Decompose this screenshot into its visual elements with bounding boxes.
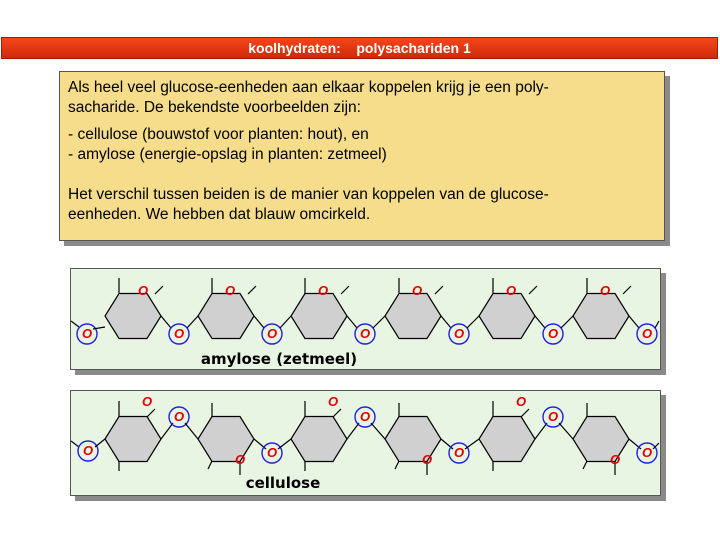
oxygen-atom: O (609, 452, 621, 467)
oxygen-atom: O (141, 394, 153, 409)
oxygen-atom: O (453, 445, 465, 460)
hydroxyl-bond (333, 409, 341, 417)
glucose-ring (291, 294, 347, 339)
oxygen-atom: O (266, 445, 278, 460)
glycosidic-bond (559, 423, 573, 439)
oxygen-atom: O (599, 283, 611, 298)
intro-line-2: sacharide. De bekendste voorbeelden zijn: (68, 99, 361, 116)
oxygen-atom: O (224, 283, 236, 298)
oxygen-atom: O (81, 326, 93, 341)
glycosidic-bond (441, 316, 451, 328)
glycosidic-bond (467, 316, 479, 328)
intro-line-3: Het verschil tussen beiden is de manier van koppelen van de glucose- (68, 186, 549, 203)
glycosidic-bond (95, 439, 105, 447)
glycosidic-bond (561, 316, 573, 328)
oxygen-atom: O (547, 326, 559, 341)
oxygen-atom: O (641, 326, 653, 341)
glucose-ring (198, 417, 254, 462)
glucose-ring (385, 417, 441, 462)
glycosidic-bond (278, 439, 291, 449)
amylose-label: amylose (zetmeel) (200, 350, 358, 368)
cellulose-panel (70, 390, 661, 496)
glycosidic-bond (347, 316, 357, 328)
hydroxyl-bond (147, 409, 155, 417)
oxygen-atom: O (173, 326, 185, 341)
intro-item-cellulose: - cellulose (bouwstof voor planten: hout), en (68, 126, 369, 143)
oxygen-atom: O (505, 283, 517, 298)
oxygen-atom: O (641, 445, 653, 460)
glycosidic-bond (161, 423, 173, 439)
hydroxyl-bond (521, 409, 529, 417)
glucose-ring (291, 417, 347, 462)
glycosidic-bond (373, 316, 385, 328)
glycosidic-bond (655, 321, 659, 328)
oxygen-atom: O (515, 394, 527, 409)
oxygen-atom: O (82, 443, 94, 458)
oxygen-atom: O (234, 452, 246, 467)
glycosidic-bond (535, 423, 547, 439)
glycosidic-bond (629, 316, 639, 328)
cellulose-label: cellulose (245, 474, 321, 492)
oxygen-atom: O (453, 326, 465, 341)
hydroxyl-bond (155, 286, 163, 294)
hydroxyl-bond (341, 286, 349, 294)
intro-textbox (59, 71, 665, 241)
glycosidic-bond (161, 316, 171, 328)
glycosidic-bond (347, 423, 359, 439)
hydroxyl-bond (529, 286, 537, 294)
glycosidic-bond (371, 423, 385, 439)
amylose-panel (70, 268, 661, 370)
glucose-ring (105, 294, 161, 339)
hydroxyl-bond (623, 286, 631, 294)
glycosidic-bond (280, 316, 291, 328)
cellulose-chain (71, 391, 660, 495)
intro-line-4: eenheden. We hebben dat blauw omcirkeld. (68, 206, 371, 223)
oxygen-atom: O (137, 283, 149, 298)
glucose-ring (105, 417, 161, 462)
hydroxyl-bond (435, 286, 443, 294)
glucose-ring (385, 294, 441, 339)
glycosidic-bond (465, 439, 479, 449)
glycosidic-bond (71, 321, 79, 327)
intro-item-amylose: - amylose (energie-opslag in planten: zetmeel) (68, 146, 387, 163)
glycosidic-bond (187, 316, 198, 328)
oxygen-atom: O (411, 283, 423, 298)
slide-title: koolhydraten: polysachariden 1 (1, 37, 718, 59)
oxygen-atom: O (266, 326, 278, 341)
oxygen-atom: O (359, 409, 371, 424)
glucose-ring (198, 294, 254, 339)
glycosidic-bond (254, 316, 264, 328)
glucose-ring (573, 417, 629, 462)
hydroxyl-bond (248, 286, 256, 294)
glucose-ring (479, 417, 535, 462)
oxygen-atom: O (421, 452, 433, 467)
glycosidic-bond (71, 441, 79, 447)
glucose-ring (573, 294, 629, 339)
intro-line-1: Als heel veel glucose-eenheden aan elkaar koppelen krijg je een poly- (68, 79, 549, 96)
hydroxyl-bond (583, 461, 587, 469)
glucose-ring (479, 294, 535, 339)
glycosidic-bond (535, 316, 545, 328)
oxygen-atom: O (327, 394, 339, 409)
oxygen-atom: O (173, 409, 185, 424)
hydroxyl-bond (395, 461, 399, 469)
hydroxyl-bond (208, 461, 212, 469)
glycosidic-bond (185, 423, 198, 439)
oxygen-atom: O (317, 283, 329, 298)
oxygen-atom: O (359, 326, 371, 341)
amylose-chain (71, 269, 660, 369)
oxygen-atom: O (547, 409, 559, 424)
